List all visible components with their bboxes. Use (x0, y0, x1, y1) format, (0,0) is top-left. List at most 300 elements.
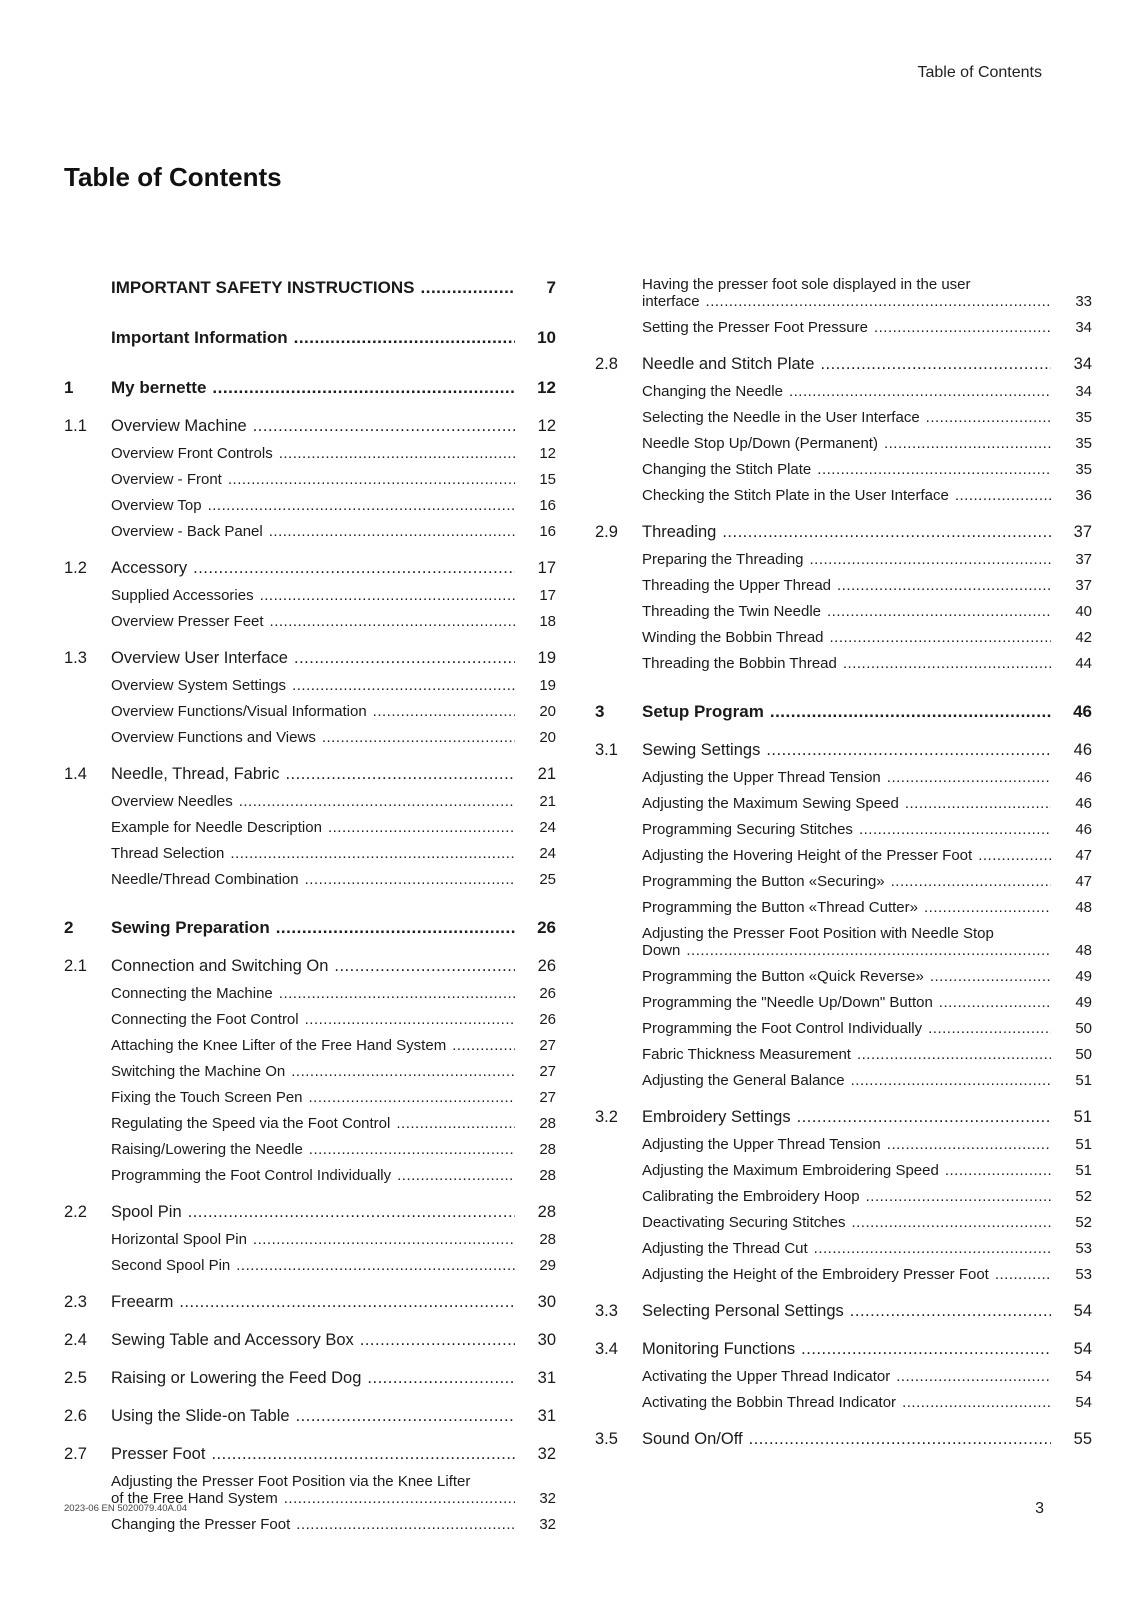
dot-leader (789, 383, 1051, 400)
dot-leader (955, 487, 1051, 504)
toc-title-wrap (642, 1162, 1057, 1179)
dot-leader (276, 918, 515, 938)
toc-title: Threading the Twin Needle (642, 603, 822, 620)
toc-page-number: 36 (1075, 487, 1092, 504)
toc-title: Adjusting the Hovering Height of the Presser Foot (642, 847, 973, 864)
toc-entry[interactable] (595, 1072, 1092, 1089)
toc-page-number: 16 (539, 523, 556, 540)
dot-leader (309, 1089, 515, 1106)
toc-title-wrap (111, 1473, 521, 1507)
toc-title: Overview - Back Panel (111, 523, 263, 540)
toc-title-wrap (642, 1266, 1057, 1283)
toc-entry[interactable] (64, 957, 556, 976)
toc-entry[interactable] (595, 355, 1092, 374)
toc-entry[interactable] (595, 1046, 1092, 1063)
toc-title: Raising or Lowering the Feed Dog (111, 1369, 362, 1387)
toc-entry[interactable] (64, 587, 556, 604)
dot-leader (305, 871, 515, 888)
toc-page-number: 18 (539, 613, 556, 630)
toc-entry[interactable] (595, 487, 1092, 504)
toc-title-wrap (111, 1115, 521, 1132)
toc-title-wrap (642, 1108, 1057, 1127)
toc-page-number: 32 (537, 1445, 556, 1463)
toc-title: Adjusting the Upper Thread Tension (642, 769, 881, 786)
dot-leader (928, 1020, 1051, 1037)
dot-leader (866, 1188, 1051, 1205)
toc-entry[interactable] (595, 409, 1092, 426)
toc-title: Spool Pin (111, 1203, 182, 1221)
toc-entry[interactable] (595, 319, 1092, 336)
toc-entry[interactable] (64, 1167, 556, 1184)
toc-title-wrap (111, 1141, 521, 1158)
toc-title-wrap (111, 587, 521, 604)
toc-title-wrap (111, 328, 521, 348)
toc-page-number: 46 (1075, 769, 1092, 786)
dot-leader (179, 1293, 515, 1312)
dot-leader (373, 703, 515, 720)
dot-leader (253, 417, 515, 436)
toc-entry[interactable] (64, 1257, 556, 1274)
toc-entry[interactable] (595, 702, 1092, 722)
toc-title-continued: of the Free Hand System (111, 1490, 278, 1507)
toc-entry[interactable] (64, 278, 556, 298)
toc-title: Programming the Button «Securing» (642, 873, 885, 890)
toc-page-number: 35 (1075, 461, 1092, 478)
toc-title-wrap (111, 445, 521, 462)
dot-leader (722, 523, 1051, 542)
toc-title-wrap (642, 873, 1057, 890)
toc-title-wrap (642, 1240, 1057, 1257)
toc-title-wrap (642, 925, 1057, 959)
toc-title: Attaching the Knee Lifter of the Free Hand System (111, 1037, 447, 1054)
toc-title: Presser Foot (111, 1445, 206, 1463)
dot-leader (279, 445, 515, 462)
toc-title-wrap (642, 1188, 1057, 1205)
toc-page-number: 26 (539, 985, 556, 1002)
toc-title: Needle, Thread, Fabric (111, 765, 280, 783)
toc-title-wrap (642, 487, 1057, 504)
dot-leader (930, 968, 1051, 985)
toc-title-wrap (642, 629, 1057, 646)
dot-leader (850, 1302, 1051, 1321)
toc-section-number: 1 (64, 378, 74, 397)
toc-page-number: 52 (1075, 1188, 1092, 1205)
toc-title: Sewing Settings (642, 741, 761, 759)
dot-leader (896, 1368, 1051, 1385)
toc-title-wrap (642, 769, 1057, 786)
toc-entry[interactable] (595, 461, 1092, 478)
toc-section-number: 1.4 (64, 765, 87, 783)
toc-title-wrap (111, 559, 521, 578)
toc-entry[interactable] (595, 1020, 1092, 1037)
toc-title: Connecting the Foot Control (111, 1011, 299, 1028)
toc-page-number: 19 (537, 649, 556, 667)
toc-entry[interactable] (595, 899, 1092, 916)
toc-page-number: 54 (1075, 1394, 1092, 1411)
toc-entry[interactable] (64, 1516, 556, 1533)
toc-title-wrap (642, 577, 1057, 594)
toc-title-line2-wrap (642, 942, 1057, 959)
toc-entry[interactable] (595, 1394, 1092, 1411)
toc-title-wrap (111, 1037, 521, 1054)
toc-entry[interactable] (595, 1240, 1092, 1257)
dot-leader (296, 1407, 515, 1426)
toc-right-column (595, 276, 1092, 1449)
dot-leader (770, 702, 1051, 722)
toc-entry[interactable] (64, 793, 556, 810)
toc-title: Activating the Bobbin Thread Indicator (642, 1394, 897, 1411)
dot-leader (309, 1141, 515, 1158)
toc-entry[interactable] (595, 276, 1092, 310)
toc-title: Switching the Machine On (111, 1063, 286, 1080)
dot-leader (284, 1490, 515, 1507)
toc-section-number: 2.8 (595, 355, 618, 373)
toc-entry[interactable] (64, 649, 556, 668)
dot-leader (367, 1369, 515, 1388)
toc-title-continued: interface (642, 293, 700, 310)
toc-page-number: 32 (539, 1490, 556, 1507)
toc-entry[interactable] (64, 1231, 556, 1248)
toc-entry[interactable] (64, 918, 556, 938)
toc-page-number: 12 (537, 378, 556, 397)
toc-page-number: 12 (539, 445, 556, 462)
dot-leader (766, 741, 1051, 760)
toc-entry[interactable] (64, 819, 556, 836)
toc-page-number: 20 (539, 703, 556, 720)
toc-title-wrap (111, 1516, 521, 1533)
dot-leader (421, 278, 516, 298)
toc-page-number: 37 (1075, 577, 1092, 594)
dot-leader (905, 795, 1051, 812)
toc-title: Important Information (111, 328, 288, 347)
dot-leader (902, 1394, 1051, 1411)
toc-title-wrap (111, 471, 521, 488)
toc-title: Changing the Needle (642, 383, 783, 400)
dot-leader (296, 1516, 515, 1533)
toc-entry[interactable] (64, 703, 556, 720)
toc-title-wrap (642, 319, 1057, 336)
toc-title: Connecting the Machine (111, 985, 273, 1002)
toc-section-number: 3.4 (595, 1340, 618, 1358)
toc-entry[interactable] (64, 1473, 556, 1507)
toc-entry[interactable] (64, 417, 556, 436)
dot-leader (279, 985, 515, 1002)
dot-leader (827, 603, 1051, 620)
toc-title-wrap (111, 1445, 521, 1464)
toc-section-number: 2.7 (64, 1445, 87, 1463)
toc-entry[interactable] (64, 523, 556, 540)
toc-title-wrap (642, 702, 1057, 722)
toc-page-number: 44 (1075, 655, 1092, 672)
toc-title-wrap (642, 847, 1057, 864)
toc-page-number: 46 (1075, 795, 1092, 812)
toc-page-number: 24 (539, 845, 556, 862)
toc-title: Embroidery Settings (642, 1108, 791, 1126)
dot-leader (253, 1231, 515, 1248)
toc-page-number: 49 (1075, 968, 1092, 985)
toc-title: Selecting Personal Settings (642, 1302, 844, 1320)
toc-title: Adjusting the Height of the Embroidery Presser Foot (642, 1266, 989, 1283)
toc-title: Selecting the Needle in the User Interface (642, 409, 920, 426)
toc-page-number: 28 (539, 1115, 556, 1132)
toc-entry[interactable] (595, 741, 1092, 760)
toc-section-number: 3.3 (595, 1302, 618, 1320)
toc-section-number: 2.5 (64, 1369, 87, 1387)
toc-page-number: 47 (1075, 847, 1092, 864)
dot-leader (686, 942, 1051, 959)
toc-title-wrap (642, 821, 1057, 838)
dot-leader (851, 1072, 1051, 1089)
toc-page-number: 27 (539, 1037, 556, 1054)
toc-title: Programming the Foot Control Individually (642, 1020, 923, 1037)
toc-title: Threading the Bobbin Thread (642, 655, 837, 672)
toc-entry[interactable] (64, 985, 556, 1002)
toc-title: Adjusting the Maximum Embroidering Speed (642, 1162, 939, 1179)
dot-leader (797, 1108, 1051, 1127)
toc-title: Needle/Thread Combination (111, 871, 299, 888)
toc-title-wrap (111, 793, 521, 810)
toc-section-number: 3 (595, 702, 605, 721)
toc-entry[interactable] (595, 847, 1092, 864)
toc-entry[interactable] (64, 1445, 556, 1464)
dot-leader (995, 1266, 1051, 1283)
dot-leader (334, 957, 515, 976)
toc-entry[interactable] (64, 378, 556, 398)
toc-entry[interactable] (595, 1430, 1092, 1449)
toc-entry[interactable] (64, 765, 556, 784)
toc-title: Overview - Front (111, 471, 222, 488)
toc-section-number: 1.1 (64, 417, 87, 435)
toc-title-wrap (642, 1302, 1057, 1321)
toc-entry[interactable] (64, 1063, 556, 1080)
toc-page-number: 52 (1075, 1214, 1092, 1231)
toc-title-wrap (111, 1167, 521, 1184)
toc-entry[interactable] (595, 1136, 1092, 1153)
toc-title: Overview Functions/Visual Information (111, 703, 367, 720)
toc-entry[interactable] (595, 629, 1092, 646)
dot-leader (857, 1046, 1051, 1063)
dot-leader (305, 1011, 515, 1028)
toc-title: Overview Front Controls (111, 445, 273, 462)
toc-entry[interactable] (64, 1407, 556, 1426)
toc-entry[interactable] (595, 1162, 1092, 1179)
page-number: 3 (1035, 1500, 1044, 1517)
toc-page-number: 30 (537, 1331, 556, 1349)
toc-section-number: 2.3 (64, 1293, 87, 1311)
toc-title-wrap (111, 613, 521, 630)
toc-page-number: 34 (1075, 383, 1092, 400)
toc-entry[interactable] (64, 471, 556, 488)
toc-entry[interactable] (595, 435, 1092, 452)
toc-page-number: 51 (1075, 1136, 1092, 1153)
toc-entry[interactable] (595, 523, 1092, 542)
toc-title: IMPORTANT SAFETY INSTRUCTIONS (111, 278, 415, 297)
toc-title: Needle Stop Up/Down (Permanent) (642, 435, 878, 452)
toc-entry[interactable] (64, 1115, 556, 1132)
toc-entry[interactable] (64, 613, 556, 630)
dot-leader (924, 899, 1051, 916)
toc-entry[interactable] (64, 1037, 556, 1054)
toc-entry[interactable] (595, 655, 1092, 672)
toc-entry[interactable] (595, 1266, 1092, 1283)
toc-entry[interactable] (595, 1188, 1092, 1205)
toc-page-number: 28 (537, 1203, 556, 1221)
toc-title-wrap (642, 1046, 1057, 1063)
toc-title-wrap (111, 1257, 521, 1274)
toc-entry[interactable] (595, 968, 1092, 985)
dot-leader (291, 1063, 515, 1080)
toc-title-wrap (642, 383, 1057, 400)
toc-title: Adjusting the General Balance (642, 1072, 845, 1089)
toc-page-number: 46 (1073, 741, 1092, 759)
toc-entry[interactable] (64, 1293, 556, 1312)
dot-leader (292, 677, 515, 694)
toc-entry[interactable] (64, 845, 556, 862)
toc-entry[interactable] (595, 1302, 1092, 1321)
toc-title-wrap (642, 276, 1057, 310)
toc-page-number: 53 (1075, 1266, 1092, 1283)
toc-title-wrap (642, 795, 1057, 812)
toc-title-wrap (111, 1011, 521, 1028)
dot-leader (926, 409, 1051, 426)
toc-section-number: 2.6 (64, 1407, 87, 1425)
toc-page-number: 53 (1075, 1240, 1092, 1257)
toc-entry[interactable] (595, 873, 1092, 890)
toc-entry[interactable] (64, 445, 556, 462)
toc-title: Deactivating Securing Stitches (642, 1214, 846, 1231)
toc-page-number: 21 (537, 765, 556, 783)
toc-entry[interactable] (64, 1331, 556, 1350)
toc-entry[interactable] (595, 1340, 1092, 1359)
dot-leader (285, 765, 515, 784)
toc-entry[interactable] (64, 559, 556, 578)
dot-leader (978, 847, 1051, 864)
dot-leader (260, 587, 515, 604)
dot-leader (328, 819, 515, 836)
toc-page-number: 42 (1075, 629, 1092, 646)
dot-leader (859, 821, 1051, 838)
toc-title: Programming the Button «Thread Cutter» (642, 899, 918, 916)
toc-title-wrap (642, 1394, 1057, 1411)
toc-entry[interactable] (64, 677, 556, 694)
toc-title-wrap (111, 871, 521, 888)
toc-title-wrap (111, 703, 521, 720)
toc-entry[interactable] (64, 871, 556, 888)
toc-title: Sewing Table and Accessory Box (111, 1331, 354, 1349)
page-title: Table of Contents (64, 162, 282, 192)
toc-title: Sound On/Off (642, 1430, 743, 1448)
toc-title: Supplied Accessories (111, 587, 254, 604)
toc-title-wrap (642, 994, 1057, 1011)
toc-page-number: 51 (1073, 1108, 1092, 1126)
toc-title: Fabric Thickness Measurement (642, 1046, 851, 1063)
toc-title: Overview Presser Feet (111, 613, 264, 630)
toc-page-number: 34 (1073, 355, 1092, 373)
toc-page-number: 54 (1073, 1340, 1092, 1358)
toc-entry[interactable] (595, 383, 1092, 400)
toc-entry[interactable] (595, 925, 1092, 959)
toc-title: Example for Needle Description (111, 819, 322, 836)
toc-entry[interactable] (595, 795, 1092, 812)
toc-page-number: 48 (1075, 942, 1092, 959)
toc-entry[interactable] (64, 1141, 556, 1158)
toc-page-number: 17 (537, 559, 556, 577)
dot-leader (891, 873, 1051, 890)
toc-entry[interactable] (64, 1089, 556, 1106)
dot-leader (236, 1257, 515, 1274)
dot-leader (294, 649, 515, 668)
toc-section-number: 2 (64, 918, 74, 937)
toc-page-number: 24 (539, 819, 556, 836)
toc-page-number: 27 (539, 1063, 556, 1080)
dot-leader (945, 1162, 1051, 1179)
toc-title-wrap (642, 1340, 1057, 1359)
toc-title-wrap (111, 1063, 521, 1080)
toc-title-wrap (111, 1089, 521, 1106)
toc-entry[interactable] (595, 821, 1092, 838)
toc-entry[interactable] (64, 729, 556, 746)
toc-entry[interactable] (595, 577, 1092, 594)
toc-entry[interactable] (595, 769, 1092, 786)
toc-title-wrap (642, 1214, 1057, 1231)
toc-title: Adjusting the Maximum Sewing Speed (642, 795, 899, 812)
toc-title: Programming the "Needle Up/Down" Button (642, 994, 933, 1011)
toc-title: Overview System Settings (111, 677, 287, 694)
dot-leader (239, 793, 515, 810)
toc-entry[interactable] (595, 1108, 1092, 1127)
toc-section-number: 1.2 (64, 559, 87, 577)
toc-entry[interactable] (64, 1203, 556, 1222)
toc-title: Setup Program (642, 702, 764, 721)
dot-leader (820, 355, 1051, 374)
toc-page-number: 25 (539, 871, 556, 888)
toc-entry[interactable] (64, 328, 556, 348)
toc-page-number: 46 (1073, 702, 1092, 721)
toc-entry[interactable] (595, 994, 1092, 1011)
toc-page-number: 54 (1075, 1368, 1092, 1385)
toc-title-wrap (642, 355, 1057, 374)
toc-title-wrap (642, 1368, 1057, 1385)
toc-page-number: 54 (1073, 1302, 1092, 1320)
toc-section-number: 2.1 (64, 957, 87, 975)
toc-entry[interactable] (595, 603, 1092, 620)
toc-page-number: 16 (539, 497, 556, 514)
toc-title: Programming Securing Stitches (642, 821, 853, 838)
dot-leader (887, 1136, 1051, 1153)
dot-leader (939, 994, 1051, 1011)
toc-page-number: 46 (1075, 821, 1092, 838)
toc-entry[interactable] (64, 497, 556, 514)
toc-title-wrap (642, 409, 1057, 426)
toc-title: My bernette (111, 378, 207, 397)
toc-entry[interactable] (595, 1214, 1092, 1231)
toc-title: Programming the Foot Control Individually (111, 1167, 392, 1184)
toc-title-wrap (111, 677, 521, 694)
running-header: Table of Contents (917, 64, 1042, 81)
toc-entry[interactable] (64, 1011, 556, 1028)
toc-title: Second Spool Pin (111, 1257, 231, 1274)
toc-title-wrap (642, 435, 1057, 452)
toc-entry[interactable] (64, 1369, 556, 1388)
toc-title-line2-wrap (642, 293, 1057, 310)
toc-title-wrap (111, 845, 521, 862)
toc-title-wrap (642, 899, 1057, 916)
dot-leader (830, 629, 1051, 646)
toc-title: Fixing the Touch Screen Pen (111, 1089, 303, 1106)
toc-entry[interactable] (595, 1368, 1092, 1385)
toc-title: Changing the Stitch Plate (642, 461, 812, 478)
toc-entry[interactable] (595, 551, 1092, 568)
